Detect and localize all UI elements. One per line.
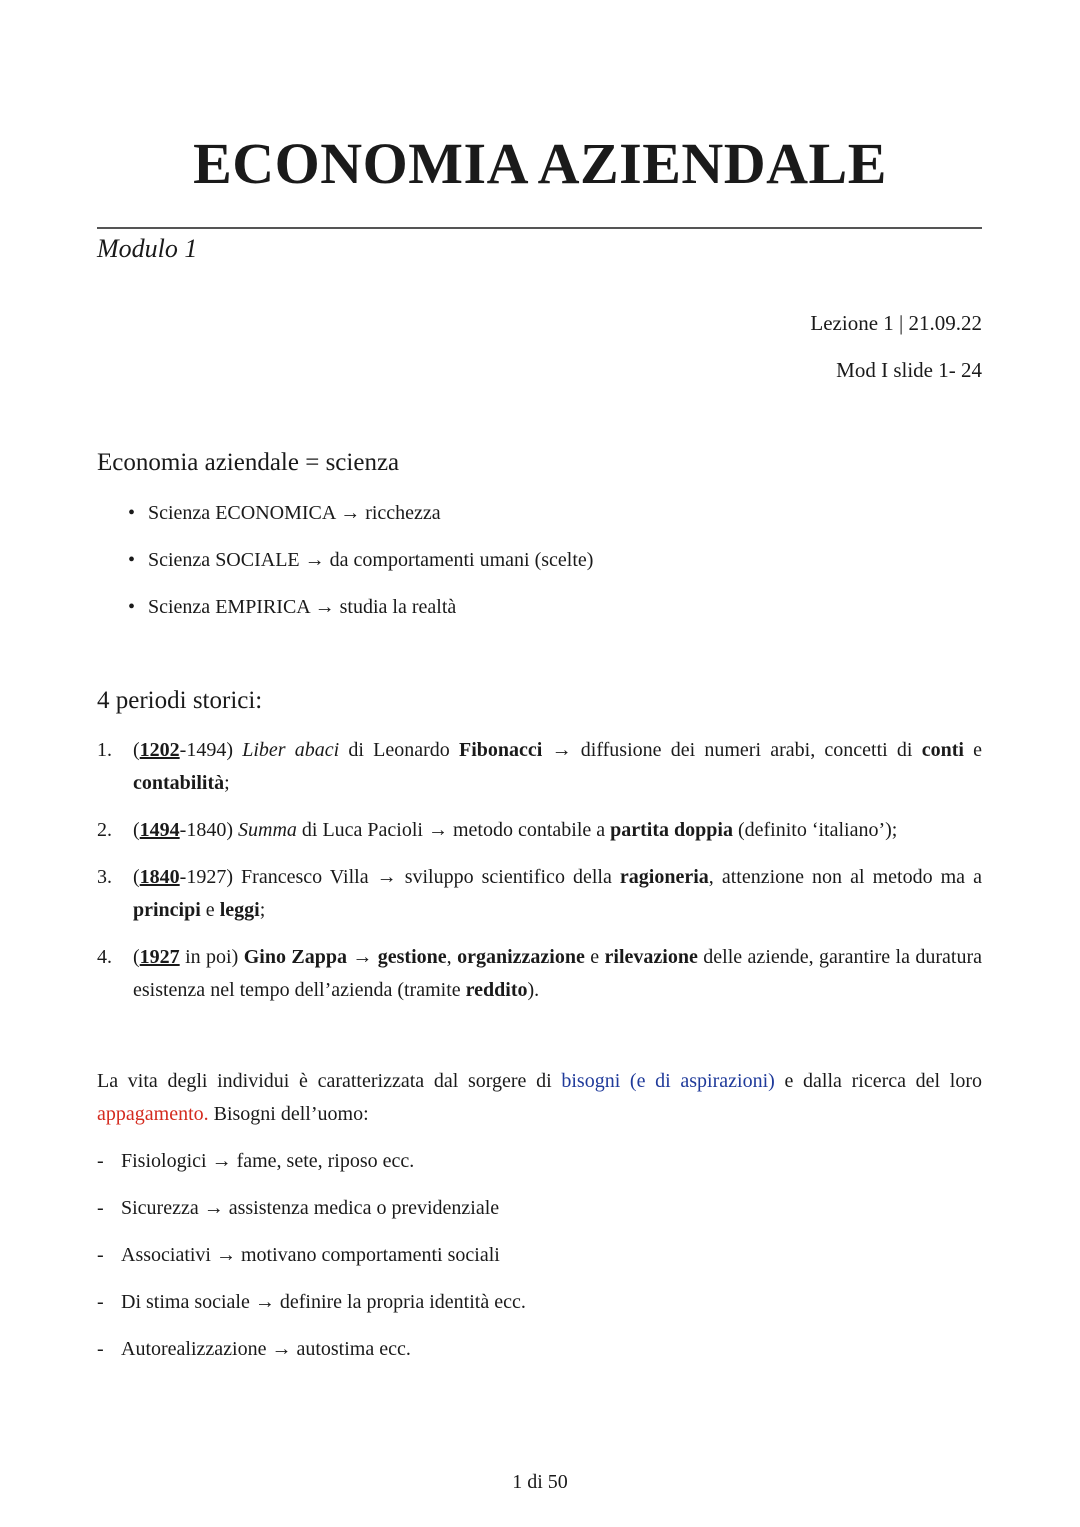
science-list (128, 498, 828, 639)
bullet-icon: • (128, 502, 136, 524)
work-title: Liber abaci (242, 739, 340, 761)
list-item (128, 592, 828, 639)
list-item (97, 1193, 797, 1240)
list-item (128, 545, 828, 592)
page-title: ECONOMIA AZIENDALE (193, 131, 887, 196)
fulfilment-highlight: appagamento. (97, 1103, 209, 1125)
dash-icon: - (97, 1197, 104, 1219)
dash-icon: - (97, 1291, 104, 1313)
dash-icon: - (97, 1338, 104, 1360)
list-item (97, 1146, 797, 1193)
period-item-4: 4. (1927 in poi) Gino Zappa → gestione, organizzazione e rilevazione delle aziende, garantire la duratura esistenza nel tempo dell’azienda (tramite reddito). (97, 941, 982, 1007)
item-number: 3. (97, 866, 112, 888)
work-title: Summa (238, 819, 297, 841)
period-start-year: 1840 (139, 866, 180, 888)
list-item (128, 498, 828, 545)
page-number: 1 di 50 (512, 1471, 568, 1493)
bullet-icon: • (128, 596, 136, 618)
dash-icon: - (97, 1244, 104, 1266)
period-item-3: 3. (1840-1927) Francesco Villa → sviluppo scientifico della ragioneria, attenzione non al metodo ma a principi e leggi; (97, 861, 982, 927)
list-item-text: Scienza EMPIRICA → studia la realtà (148, 596, 457, 618)
period-start-year: 1202 (139, 739, 180, 761)
list-item-text: Scienza SOCIALE → da comportamenti umani (scelte) (148, 549, 594, 571)
list-item (97, 1334, 797, 1381)
list-item-text: Autorealizzazione → autostima ecc. (121, 1338, 411, 1360)
list-item-text: Associativi → motivano comportamenti sociali (121, 1244, 500, 1266)
needs-list (97, 1146, 797, 1381)
list-item-text: Di stima sociale → definire la propria identità ecc. (121, 1291, 526, 1313)
item-number: 4. (97, 946, 112, 968)
periods-list (97, 734, 982, 1021)
needs-highlight: bisogni (e di aspirazioni) (561, 1070, 775, 1092)
list-item (97, 1240, 797, 1287)
bullet-icon: • (128, 549, 136, 571)
needs-intro-paragraph: La vita degli individui è caratterizzata dal sorgere di bisogni (e di aspirazioni) e dalla ricerca del loro appagamento. Bisogni dell’uomo: (97, 1070, 982, 1125)
list-item-text: Fisiologici → fame, sete, riposo ecc. (121, 1150, 415, 1172)
list-item (97, 1287, 797, 1334)
item-number: 1. (97, 739, 112, 761)
list-item-text: Sicurezza → assistenza medica o previdenziale (121, 1197, 500, 1219)
period-item-2: 2. (1494-1840) Summa di Luca Pacioli → metodo contabile a partita doppia (definito ‘italiano’); (97, 814, 982, 847)
section-heading-science: Economia aziendale = scienza (97, 449, 400, 476)
list-item-text: Scienza ECONOMICA → ricchezza (148, 502, 441, 524)
lesson-slides: Mod I slide 1- 24 (836, 358, 982, 382)
item-number: 2. (97, 819, 112, 841)
module-label: Modulo 1 (97, 234, 198, 263)
period-start-year: 1494 (139, 819, 180, 841)
dash-icon: - (97, 1150, 104, 1172)
period-start-year: 1927 (139, 946, 180, 968)
period-item-1: 1. (1202-1494) Liber abaci di Leonardo Fibonacci → diffusione dei numeri arabi, concetti di conti e contabilità; (97, 734, 982, 800)
lesson-date: Lezione 1 | 21.09.22 (810, 311, 982, 335)
section-heading-periods: 4 periodi storici: (97, 687, 263, 714)
title-divider (97, 227, 982, 229)
